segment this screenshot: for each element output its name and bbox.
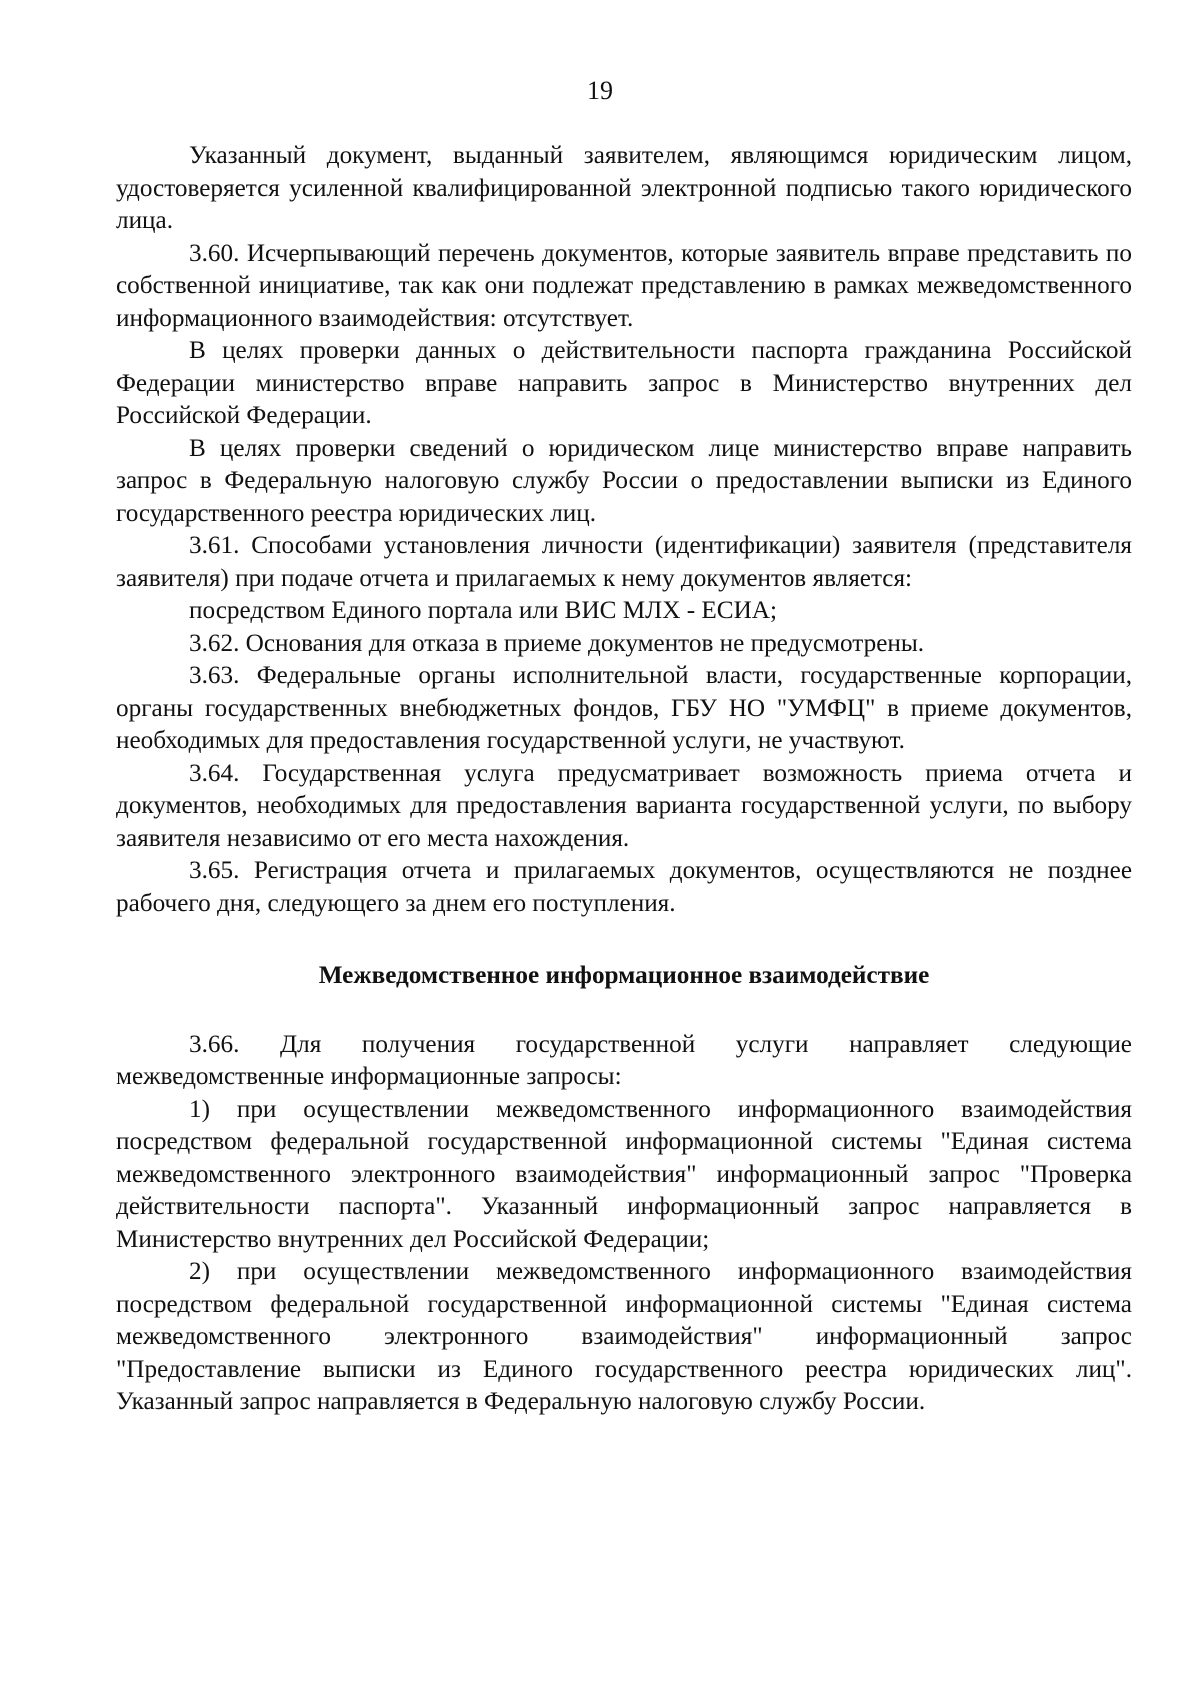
page-number: 19 xyxy=(587,76,613,105)
paragraph-3-62: 3.62. Основания для отказа в приеме документов не предусмотрены. xyxy=(189,629,925,657)
paragraph-3-66: 3.66. Для получения государственной услуги направляет следующие межведомственные информационные запросы: xyxy=(116,1030,1132,1090)
list-item-1: 1) при осуществлении межведомственного информационного взаимодействия посредством федеральной государственной информационной системы "Единая система межведомственного электронного взаимодействия" информационный запрос "Проверка действительности паспорта". Указанный информационный запрос направляется в Министерство внутренних дел Российской Федерации; xyxy=(116,1095,1132,1253)
paragraph-3-60: 3.60. Исчерпывающий перечень документов, которые заявитель вправе представить по собственной инициативе, так как они подлежат представлению в рамках межведомственного информационного взаимодействия: отсутствует. xyxy=(116,239,1132,332)
section-heading: Межведомственное информационное взаимодействие xyxy=(318,962,930,989)
paragraph-3-63: 3.63. Федеральные органы исполнительной власти, государственные корпорации, органы государственных внебюджетных фондов, ГБУ НО "УМФЦ" в приеме документов, необходимых для предоставления государственной услуги, не участвуют. xyxy=(116,662,1132,754)
paragraph-signature-note: Указанный документ, выданный заявителем, являющимся юридическим лицом, удостоверяется усиленной квалифицированной электронной подписью такого юридического лица. xyxy=(116,142,1132,234)
paragraph-3-65: 3.65. Регистрация отчета и прилагаемых документов, осуществляются не позднее рабочего дня, следующего за днем его поступления. xyxy=(116,857,1132,917)
paragraph-3-64: 3.64. Государственная услуга предусматривает возможность приема отчета и документов, необходимых для предоставления варианта государственной услуги, по выбору заявителя независимо от его места нахождения. xyxy=(116,759,1132,852)
paragraph-identification-method: посредством Единого портала или ВИС МЛХ - ЕСИА; xyxy=(189,597,777,624)
document-body xyxy=(116,140,1132,1419)
paragraph-3-61: 3.61. Способами установления личности (идентификации) заявителя (представителя заявителя) при подаче отчета и прилагаемых к нему документов является: xyxy=(116,532,1132,592)
paragraph-passport-check: В целях проверки данных о действительности паспорта гражданина Российской Федерации министерство вправе направить запрос в Министерство внутренних дел Российской Федерации. xyxy=(116,337,1132,429)
paragraph-legal-entity-check: В целях проверки сведений о юридическом лице министерство вправе направить запрос в Федеральную налоговую службу России о предоставлении выписки из Единого государственного реестра юридических лиц. xyxy=(116,434,1132,527)
list-item-2: 2) при осуществлении межведомственного информационного взаимодействия посредством федеральной государственной информационной системы "Единая система межведомственного электронного взаимодействия" информационный запрос "Предоставление выписки из Единого государственного реестра юридических лиц". Указанный запрос направляется в Федеральную налоговую службу России. xyxy=(116,1258,1132,1415)
